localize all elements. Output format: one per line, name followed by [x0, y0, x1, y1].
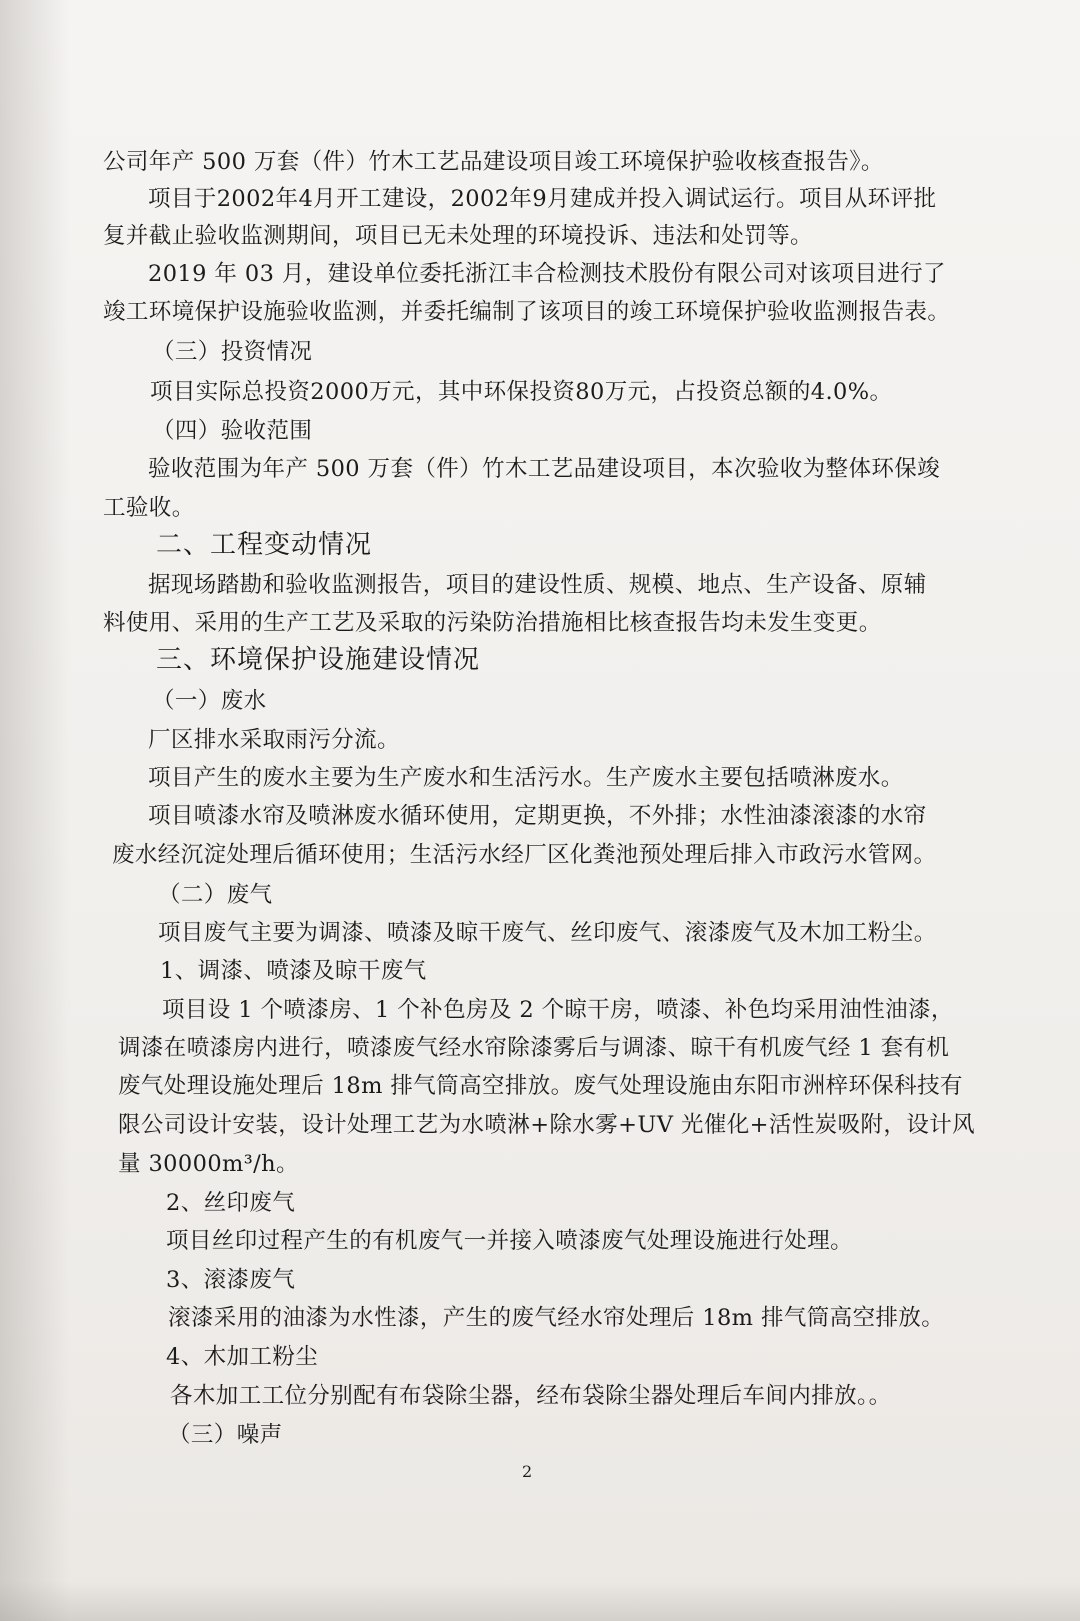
body-line: 项目产生的废水主要为生产废水和生活污水。生产废水主要包括喷淋废水。 — [148, 765, 904, 791]
section-heading: 三、环境保护设施建设情况 — [156, 645, 481, 675]
section-subheading: （四）验收范围 — [152, 418, 313, 444]
body-line: 项目实际总投资2000万元，其中环保投资80万元，占投资总额的4.0%。 — [150, 379, 893, 405]
body-line: 项目废气主要为调漆、喷漆及晾干废气、丝印废气、滚漆废气及木加工粉尘。 — [158, 920, 937, 946]
body-line: 废水经沉淀处理后循环使用；生活污水经厂区化粪池预处理后排入市政污水管网。 — [112, 842, 937, 868]
list-heading: 1、调漆、喷漆及晾干废气 — [160, 958, 427, 984]
section-subheading: （二）废气 — [158, 882, 273, 908]
body-line: 限公司设计安装，设计处理工艺为水喷淋+除水雾+UV 光催化+活性炭吸附，设计风 — [118, 1112, 976, 1138]
body-line: 2019 年 03 月，建设单位委托浙江丰合检测技术股份有限公司对该项目进行了 — [148, 261, 946, 287]
body-line: 项目喷漆水帘及喷淋废水循环使用，定期更换，不外排；水性油漆滚漆的水帘 — [148, 803, 927, 829]
body-line: 料使用、采用的生产工艺及采取的污染防治措施相比核查报告均未发生变更。 — [103, 610, 882, 636]
body-line: 废气处理设施处理后 18m 排气筒高空排放。废气处理设施由东阳市洲梓环保科技有 — [118, 1073, 963, 1099]
body-line: 验收范围为年产 500 万套（件）竹木工艺品建设项目，本次验收为整体环保竣 — [148, 456, 941, 482]
body-line: 滚漆采用的油漆为水性漆，产生的废气经水帘处理后 18m 排气筒高空排放。 — [168, 1305, 945, 1331]
body-line: 工验收。 — [103, 495, 195, 521]
body-line: 各木加工工位分别配有布袋除尘器，经布袋除尘器处理后车间内排放。。 — [170, 1383, 892, 1409]
body-line: 复并截止验收监测期间，项目已无未处理的环境投诉、违法和处罚等。 — [103, 223, 813, 249]
page-number: 2 — [522, 1462, 533, 1481]
list-heading: 3、滚漆废气 — [166, 1267, 296, 1293]
body-line: 公司年产 500 万套（件）竹木工艺品建设项目竣工环境保护验收核查报告》。 — [103, 149, 884, 175]
section-heading: 二、工程变动情况 — [156, 530, 373, 560]
body-line: 据现场踏勘和验收监测报告，项目的建设性质、规模、地点、生产设备、原辅 — [148, 572, 927, 598]
body-line: 项目于2002年4月开工建设，2002年9月建成并投入调试运行。项目从环评批 — [148, 186, 937, 212]
section-subheading: （一）废水 — [152, 688, 267, 714]
list-heading: 4、木加工粉尘 — [166, 1344, 319, 1370]
body-line: 厂区排水采取雨污分流。 — [148, 727, 400, 753]
body-line: 项目设 1 个喷漆房、1 个补色房及 2 个晾干房，喷漆、补色均采用油性油漆， — [162, 997, 954, 1023]
body-line: 竣工环境保护设施验收监测，并委托编制了该项目的竣工环境保护验收监测报告表。 — [103, 299, 951, 325]
section-subheading: （三）噪声 — [168, 1422, 283, 1448]
body-line: 量 30000m³/h。 — [118, 1151, 299, 1177]
body-line: 项目丝印过程产生的有机废气一并接入喷漆废气处理设施进行处理。 — [166, 1228, 854, 1254]
section-subheading: （三）投资情况 — [152, 339, 313, 365]
list-heading: 2、丝印废气 — [166, 1190, 296, 1216]
body-line: 调漆在喷漆房内进行，喷漆废气经水帘除漆雾后与调漆、晾干有机废气经 1 套有机 — [118, 1035, 950, 1061]
